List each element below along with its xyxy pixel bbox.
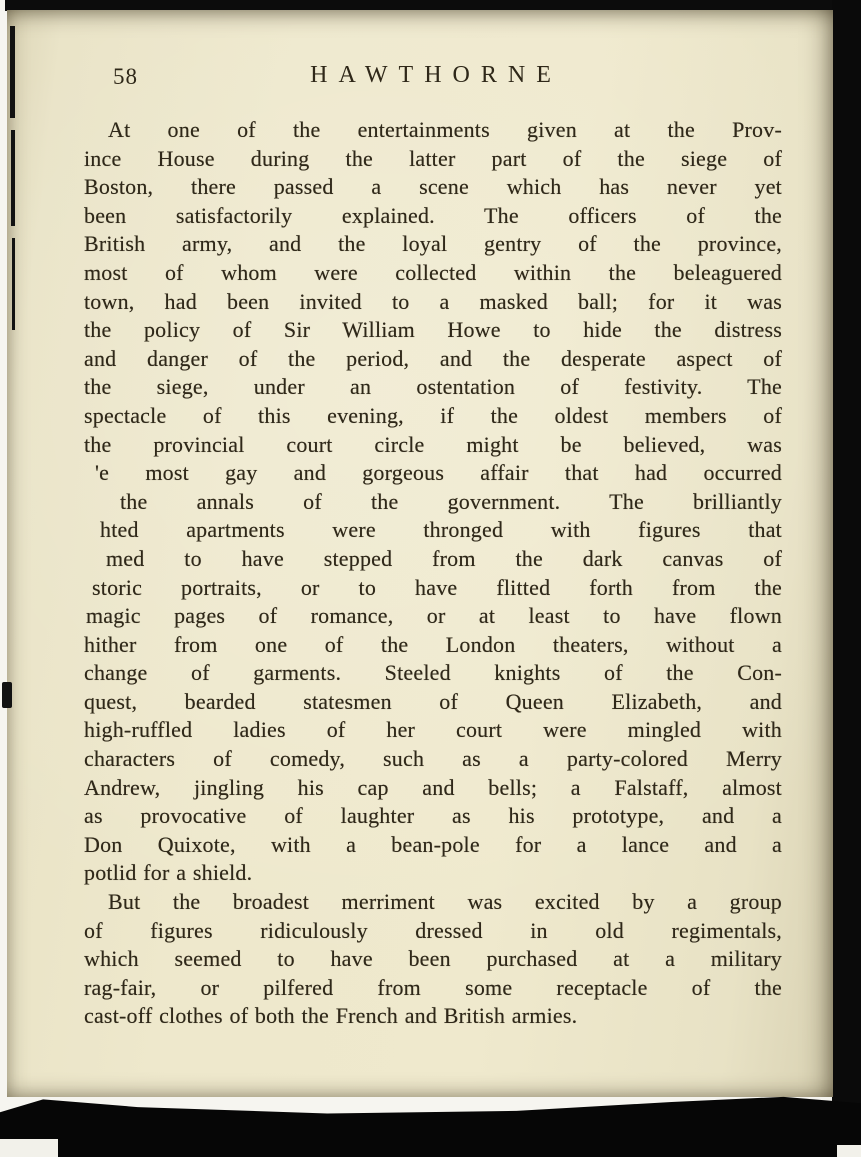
text-line: Boston, there passed a scene which has never yet — [84, 174, 782, 200]
text-line: Andrew, jingling his cap and bells; a Falstaff, almost — [84, 774, 782, 800]
text-line: 'e most gay and gorgeous affair that had occurred — [95, 460, 782, 486]
page-body — [84, 116, 782, 1031]
text-line: potlid for a shield. — [84, 860, 253, 886]
text-line: At one of the entertainments given at the Prov- — [108, 117, 782, 142]
text-line: and danger of the period, and the desperate aspect of — [84, 345, 782, 371]
text-line: med to have stepped from the dark canvas of — [106, 545, 782, 571]
text-line: of figures ridiculously dressed in old regimentals, — [84, 917, 782, 943]
text-line: magic pages of romance, or at least to have flown — [86, 603, 782, 629]
scan-edge-right — [832, 0, 861, 1157]
text-line: which seemed to have been purchased at a military — [84, 946, 782, 972]
text-line: But the broadest merriment was excited by a group — [108, 889, 782, 915]
text-line: the siege, under an ostentation of festivity. The — [84, 374, 782, 400]
binding-mark — [12, 238, 15, 330]
paper — [7, 10, 833, 1097]
text-line: hither from one of the London theaters, without a — [84, 631, 782, 657]
text-line: rag-fair, or pilfered from some receptacle of the — [84, 974, 782, 1000]
text-line: spectacle of this evening, if the oldest members of — [84, 402, 782, 428]
text-line: as provocative of laughter as his prototype, and a — [84, 803, 782, 829]
text-line: most of whom were collected within the beleaguered — [84, 259, 782, 285]
text-line: hted apartments were thronged with figures that — [100, 517, 782, 543]
text-line: change of garments. Steeled knights of the Con- — [84, 660, 782, 686]
scan-corner-bottom-right — [837, 1145, 861, 1157]
text-line: British army, and the loyal gentry of the province, — [84, 231, 782, 257]
scan-edge-bottom — [0, 1093, 861, 1157]
binding-mark — [11, 130, 15, 226]
text-line: ince House during the latter part of the siege of — [84, 145, 782, 171]
binding-mark — [10, 26, 15, 118]
text-line: the policy of Sir William Howe to hide the distress — [84, 317, 782, 343]
scan-corner-bottom-left — [0, 1139, 58, 1157]
page-number: 58 — [113, 64, 138, 89]
text-line: high-ruffled ladies of her court were mingled with — [84, 717, 782, 743]
text-line: the annals of the government. The brilliantly — [120, 488, 782, 514]
text-line: Don Quixote, with a bean-pole for a lance and a — [84, 831, 782, 857]
running-header: HAWTHORNE — [310, 62, 562, 88]
text-line: town, had been invited to a masked ball; for it was — [84, 288, 782, 314]
text-line: been satisfactorily explained. The officers of the — [84, 202, 782, 228]
text-line: cast-off clothes of both the French and British armies. — [84, 1003, 578, 1029]
text-line: the provincial court circle might be believed, was — [84, 431, 782, 457]
text-line: quest, bearded statesmen of Queen Elizabeth, and — [84, 688, 782, 714]
ink-smudge — [2, 682, 12, 708]
text-line: characters of comedy, such as a party-colored Merry — [84, 746, 782, 772]
text-line: storic portraits, or to have flitted forth from the — [92, 574, 782, 600]
